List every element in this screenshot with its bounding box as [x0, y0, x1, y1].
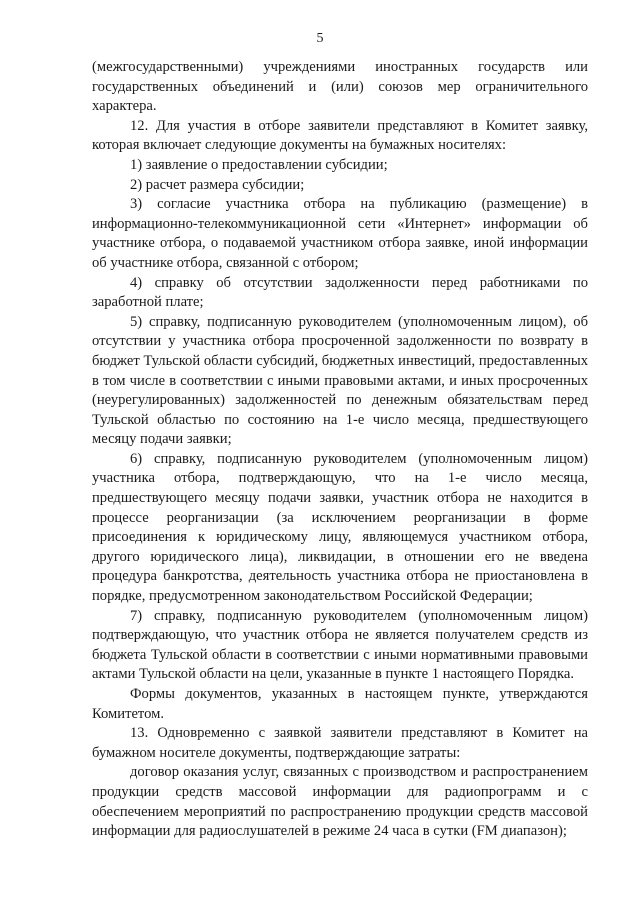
paragraph-sanctions-end: (межгосударственными) учреждениями иностранных государств или государственных объединений и (или) союзов мер ограничительного характера.: [92, 59, 588, 115]
list-item-2: 2) расчет размера субсидии;: [130, 176, 305, 193]
document-body: [92, 58, 588, 842]
paragraph-section-12: 12. Для участия в отборе заявители представляют в Комитет заявку, которая включает следующие документы на бумажных носителях:: [92, 117, 588, 154]
page-number: 5: [316, 31, 324, 46]
paragraph-forms: Формы документов, указанных в настоящем пункте, утверждаются Комитетом.: [92, 686, 588, 722]
list-item-5: 5) справку, подписанную руководителем (уполномоченным лицом), об отсутствии у участника отбора просроченной задолженности по возврату в бюджет Тульской области субсидий, бюджетных инвестиций, предоставленных в том числе в соответствии с иными правовыми актами, и иных просроченных (неурегулированных) задолженностей по денежным обязательствам перед Тульской областью по состоянию на 1-е число месяца, предшествующего месяцу подачи заявки;: [92, 313, 588, 448]
paragraph-section-13: 13. Одновременно с заявкой заявители представляют в Комитет на бумажном носителе документы, подтверждающие затраты:: [92, 725, 588, 761]
list-item-7: 7) справку, подписанную руководителем (уполномоченным лицом) подтверждающую, что участник отбора не является получателем средств из бюджета Тульской области в соответствии с иными нормативными правовыми актами Тульской области на цели, указанные в пункте 1 настоящего Порядка.: [92, 607, 588, 683]
list-item-6: 6) справку, подписанную руководителем (уполномоченным лицом) участника отбора, подтверждающую, что на 1-е число месяца, предшествующего месяцу подачи заявки, участник отбора не находится в процессе реорганизации (за исключением реорганизации в форме присоединения к юридическому лицу, являющемуся участником отбора, другого юридического лица), ликвидации, в отношении его не введена процедура банкротства, деятельность участника отбора не приостановлена в порядке, предусмотренном законодательством Российской Федерации;: [92, 450, 588, 605]
list-item-3: 3) согласие участника отбора на публикацию (размещение) в информационно-телекоммуникационной сети «Интернет» информации об участнике отбора, о подаваемой участником отбора заявке, иной информации об участнике отбора, связанной с отбором;: [92, 196, 588, 271]
paragraph-contract: договор оказания услуг, связанных с производством и распространением продукции средств массовой информации для радиопрограмм и с обеспечением мероприятий по распространению продукции средств массовой информации для радиослушателей в режиме 24 часа в сутки (FM диапазон);: [92, 764, 588, 840]
list-item-4: 4) справку об отсутствии задолженности перед работниками по заработной плате;: [92, 274, 588, 311]
list-item-1: 1) заявление о предоставлении субсидии;: [130, 156, 388, 173]
